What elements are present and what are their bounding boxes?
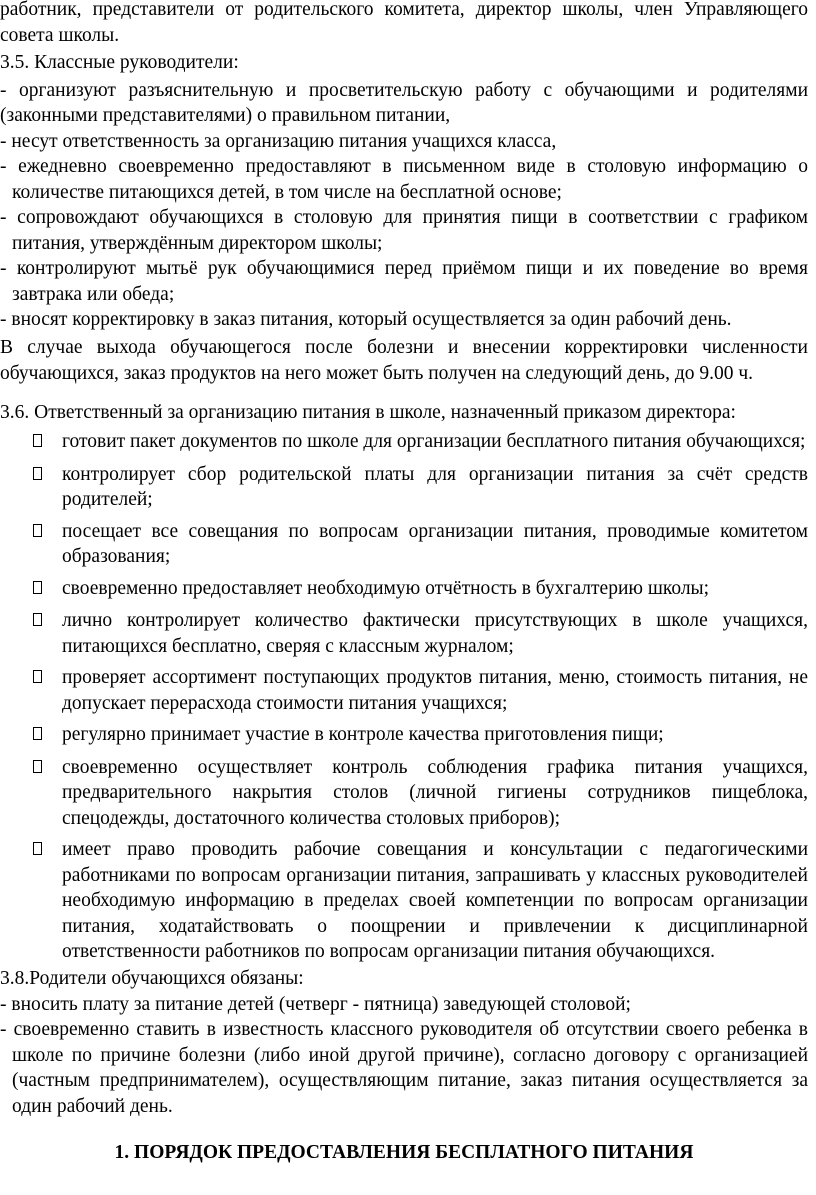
bullet-item [0,755,808,832]
bullet-text: лично контролирует количество фактически присутствующих в школе учащихся, питающихся бесплатно, сверяя с классным журналом; [62,610,808,657]
section-3-8 [0,966,808,1119]
section-3-5-item: - организуют разъяснительную и просветительскую работу с обучающими и родителями (законными представителями) о правильном питании, [0,79,808,126]
bullet-text: проверяет ассортимент поступающих продуктов питания, меню, стоимость питания, не допускает перерасхода стоимости питания учащихся; [62,667,808,714]
bullet-text: посещает все совещания по вопросам организации питания, проводимые комитетом образования; [62,520,808,567]
bullet-text: своевременно осуществляет контроль соблюдения графика питания учащихся, предварительного накрытия столов (личной гигиены сотрудников пищеблока, спецодежды, достаточного количества столовых приборов); [62,756,808,829]
bullet-box-icon [33,613,42,626]
section-3-5-item: - сопровождают обучающихся в столовую для принятия пищи в соответствии с графиком питания, утверждённым директором школы; [0,207,808,254]
section-3-5-item: - вносят корректировку в заказ питания, который осуществляется за один рабочий день. [0,309,732,330]
section-3-5-note: В случае выхода обучающегося после болезни и внесении корректировки численности обучающихся, заказ продуктов на него может быть получен на следующий день, до 9.00 ч. [0,337,808,384]
bullet-item [0,429,808,455]
section-3-8-title: 3.8.Родители обучающихся обязаны: [0,968,304,989]
bullet-item [0,665,808,716]
section-3-8-item: - своевременно ставить в известность классного руководителя об отсутствии своего ребенка в школе по причине болезни (либо иной другой причине), согласно договору с организацией (частным предпринимателем), осуществляющим питание, заказ питания осуществляется за один рабочий день. [0,1019,808,1117]
section-3-5-item: - несут ответственность за организацию питания учащихся класса, [0,130,557,152]
bullet-text: регулярно принимает участие в контроле качества приготовления пищи; [62,724,664,745]
note-block [0,335,808,386]
bullet-box-icon [33,524,42,537]
bullet-item [0,837,808,965]
bullet-text: готовит пакет документов по школе для организации бесплатного питания обучающихся; [62,431,806,452]
section-3-5 [0,50,808,333]
intro-paragraph: работник, представители от родительского комитета, директор школы, член Управляющего совета школы. [0,0,808,46]
section-3-5-item: - контролируют мытьё рук обучающимися перед приёмом пищи и их поведение во время завтрака или обеда; [0,258,808,305]
section-heading: 1. ПОРЯДОК ПРЕДОСТАВЛЕНИЯ БЕСПЛАТНОГО ПИТАНИЯ [114,1142,694,1163]
bullet-text: контролирует сбор родительской платы для организации питания за счёт средств родителей; [62,463,808,510]
section-3-6-title: 3.6. Ответственный за организацию питания в школе, назначенный приказом директора: [0,402,736,423]
section-3-5-item: - ежедневно своевременно предоставляют в письменном виде в столовую информацию о количестве питающихся детей, в том числе на бесплатной основе; [0,156,808,203]
bullet-box-icon [33,727,42,740]
bullet-text: своевременно предоставляет необходимую отчётность в бухгалтерию школы; [62,577,710,599]
bullet-text: имеет право проводить рабочие совещания и консультации с педагогическими работниками по вопросам организации питания, запрашивать у классных руководителей необходимую информацию в пределах своей компетенции по вопросам организации питания, ходатайствовать о поощрении и привлечении к дисциплинарной ответственности работников по вопросам организации питания обучающихся. [62,839,808,962]
section-3-6 [0,400,808,426]
bullet-item [0,722,808,748]
section-3-6-list [0,429,808,965]
bullet-box-icon [33,670,42,683]
bullet-item [0,576,808,602]
section-3-8-item: - вносить плату за питание детей (четверг - пятница) заведующей столовой; [0,993,631,1015]
bullet-box-icon [33,581,42,594]
bullet-box-icon [33,434,42,447]
section-3-5-title: 3.5. Классные руководители: [0,52,239,73]
bullet-item [0,519,808,570]
intro-block [0,0,808,48]
bullet-box-icon [33,842,42,855]
bullet-box-icon [33,467,42,480]
bullet-box-icon [33,760,42,773]
bullet-item [0,608,808,659]
bullet-item [0,462,808,513]
